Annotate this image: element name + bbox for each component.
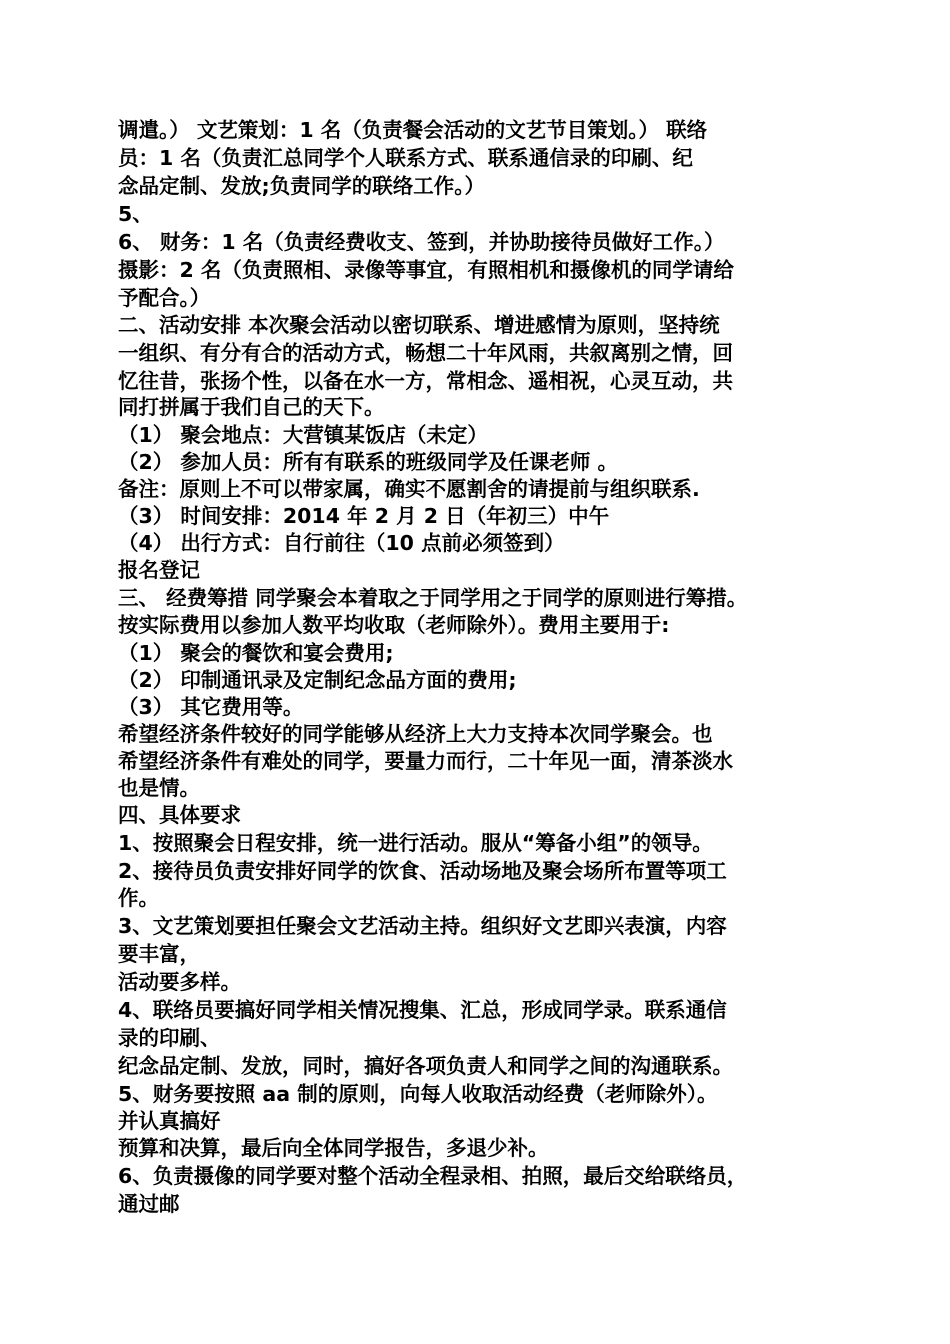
text-line: （1） 聚会地点：大营镇某饭店（未定） [118, 423, 488, 447]
text-line: 按实际费用以参加人数平均收取（老师除外）。费用主要用于: [118, 613, 670, 637]
text-line: （3） 时间安排：2014 年 2 月 2 日（年初三）中午 [118, 504, 610, 528]
text-line: 予配合。） [118, 286, 211, 310]
text-line: 同打拼属于我们自己的天下。 [118, 395, 385, 419]
text-line: 报名登记 [118, 558, 200, 582]
text-line: 调遣。） 文艺策划：1 名（负责餐会活动的文艺节目策划。） 联络 [118, 118, 708, 142]
text-line: 3、文艺策划要担任聚会文艺活动主持。组织好文艺即兴表演，内容 [118, 914, 727, 938]
text-line: （2） 参加人员：所有有联系的班级同学及任课老师 。 [118, 450, 619, 474]
text-line: 二、活动安排 本次聚会活动以密切联系、增进感情为原则，坚持统 [118, 313, 720, 337]
text-line: 一组织、有分有合的活动方式，畅想二十年风雨，共叙离别之情，回 [118, 341, 733, 365]
text-line: 6、负责摄像的同学要对整个活动全程录相、拍照，最后交给联络员， [118, 1164, 748, 1188]
text-line: 也是情。 [118, 776, 200, 800]
text-line: （3） 其它费用等。 [118, 695, 304, 719]
text-line: 预算和决算，最后向全体同学报告，多退少补。 [118, 1136, 549, 1160]
text-line: （4） 出行方式：自行前往（10 点前必须签到） [118, 531, 565, 555]
text-line: 1、按照聚会日程安排，统一进行活动。服从“筹备小组”的领导。 [118, 831, 713, 855]
text-line: 作。 [118, 886, 159, 910]
text-line: 活动要多样。 [118, 970, 241, 994]
text-line: 忆往昔，张扬个性，以备在水一方，常相念、遥相祝，心灵互动，共 [118, 369, 733, 393]
text-line: （1） 聚会的餐饮和宴会费用; [118, 641, 394, 665]
text-line: 录的印刷、 [118, 1026, 221, 1050]
text-line: 要丰富， [118, 942, 200, 966]
text-line: 2、接待员负责安排好同学的饮食、活动场地及聚会场所布置等项工 [118, 859, 727, 883]
text-line: 希望经济条件较好的同学能够从经济上大力支持本次同学聚会。也 [118, 722, 713, 746]
text-line: 念品定制、发放;负责同学的联络工作。） [118, 174, 485, 198]
text-line: 希望经济条件有难处的同学，要量力而行，二十年见一面，清茶淡水 [118, 749, 733, 773]
text-line: 四、具体要求 [118, 803, 241, 827]
text-line: （2） 印制通讯录及定制纪念品方面的费用; [118, 668, 517, 692]
text-line: 6、 财务：1 名（负责经费收支、签到，并协助接待员做好工作。） [118, 230, 725, 254]
text-line: 5、 [118, 202, 153, 226]
text-line: 通过邮 [118, 1192, 180, 1216]
text-line: 备注：原则上不可以带家属，确实不愿割舍的请提前与组织联系. [118, 477, 700, 501]
text-line: 三、 经费筹措 同学聚会本着取之于同学用之于同学的原则进行筹措。 [118, 586, 748, 610]
text-line: 摄影：2 名（负责照相、录像等事宜，有照相机和摄像机的同学请给 [118, 258, 734, 282]
text-line: 并认真搞好 [118, 1109, 221, 1133]
text-line: 5、财务要按照 aa 制的原则，向每人收取活动经费（老师除外）。 [118, 1082, 718, 1106]
text-line: 4、联络员要搞好同学相关情况搜集、汇总，形成同学录。联系通信 [118, 998, 727, 1022]
text-line: 纪念品定制、发放，同时，搞好各项负责人和同学之间的沟通联系。 [118, 1054, 733, 1078]
text-line: 员：1 名（负责汇总同学个人联系方式、联系通信录的印刷、纪 [118, 146, 693, 170]
